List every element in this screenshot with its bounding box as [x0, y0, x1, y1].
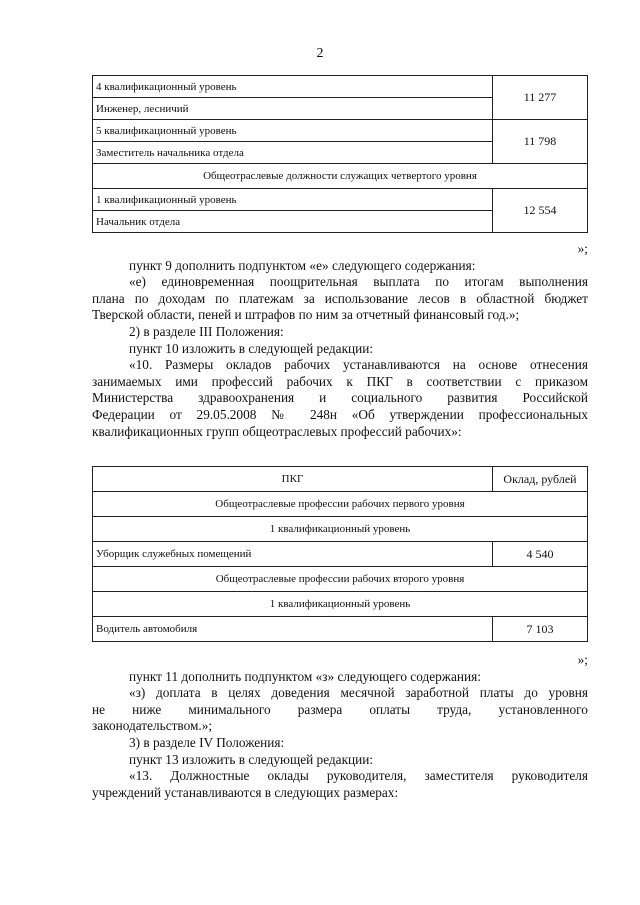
paragraph-line: «з) доплата в целях доведения месячной заработной платы до уровня: [129, 685, 588, 701]
salary-table-workers: [92, 466, 588, 642]
paragraph-line: «е) единовременная поощрительная выплата по итогам выполнения: [129, 274, 588, 290]
word: установленного: [498, 701, 588, 717]
paragraph-line: пункт 13 изложить в следующей редакции:: [129, 751, 374, 767]
table-cell-salary: 11 798: [493, 120, 588, 164]
table-level-row: 1 квалификационный уровень: [93, 592, 588, 617]
paragraph-line: 3) в разделе IV Положения:: [129, 734, 285, 750]
salary-table-employees: [92, 75, 588, 233]
table-cell-level: 5 квалификационный уровень: [93, 120, 493, 142]
word: ниже: [132, 701, 162, 717]
table-group-header: Общеотраслевые профессии рабочих второго уровня: [93, 567, 588, 592]
block1: [92, 241, 588, 440]
paragraph-line: Министерства здравоохранения и социального развития Российской: [92, 390, 588, 406]
paragraph-line: плана по доходам по платежам за использование лесов в областной бюджет: [92, 290, 588, 306]
table-cell-position: Заместитель начальника отдела: [93, 142, 493, 164]
paragraph-line: Тверской области, пеней и штрафов по ним за отчетный финансовый год.»;: [92, 307, 520, 323]
table-cell-position: Уборщик служебных помещений: [93, 542, 493, 567]
paragraph-line: законодательством.»;: [92, 718, 213, 734]
paragraph-line: «13. Должностные оклады руководителя, заместителя руководителя: [129, 768, 588, 784]
table-cell-position: Инженер, лесничий: [93, 98, 493, 120]
word: минимального: [188, 701, 271, 717]
closing-quote: »;: [577, 241, 588, 256]
column-header-pkg: ПКГ: [93, 467, 493, 492]
paragraph-line: учреждений устанавливаются в следующих размерах:: [92, 784, 399, 800]
table-cell-salary: 11 277: [493, 76, 588, 120]
word: труда,: [437, 701, 472, 717]
table-group-header: Общеотраслевые должности служащих четвертого уровня: [93, 164, 588, 189]
page-number: 2: [316, 46, 324, 61]
word: не: [92, 701, 106, 717]
table-level-row: 1 квалификационный уровень: [93, 517, 588, 542]
table-cell-level: 4 квалификационный уровень: [93, 76, 493, 98]
paragraph-line: Федерации от 29.05.2008 № 248н «Об утверждении профессиональных: [92, 406, 588, 422]
paragraph-line: [92, 702, 588, 719]
word: размера: [297, 701, 343, 717]
paragraph-line: пункт 11 дополнить подпунктом «з» следующего содержания:: [129, 668, 481, 684]
paragraph-line: «10. Размеры окладов рабочих устанавливаются на основе отнесения: [129, 357, 588, 373]
table-cell-salary: 12 554: [493, 189, 588, 233]
closing-quote: »;: [577, 652, 588, 667]
table-group-header: Общеотраслевые профессии рабочих первого уровня: [93, 492, 588, 517]
paragraph-line: 2) в разделе III Положения:: [129, 323, 284, 339]
paragraph-line: занимаемых ими профессий рабочих к ПКГ в соответствии с приказом: [92, 373, 588, 389]
paragraph-line: пункт 10 изложить в следующей редакции:: [129, 340, 374, 356]
table-cell-level: 1 квалификационный уровень: [93, 189, 493, 211]
table-cell-salary: 7 103: [493, 617, 588, 642]
table-cell-salary: 4 540: [493, 542, 588, 567]
block2: [92, 652, 588, 801]
table-cell-position: Водитель автомобиля: [93, 617, 493, 642]
paragraph-line: пункт 9 дополнить подпунктом «е» следующего содержания:: [129, 257, 476, 273]
table-cell-position: Начальник отдела: [93, 211, 493, 233]
word: оплаты: [369, 701, 411, 717]
column-header-salary: Оклад, рублей: [493, 467, 588, 492]
paragraph-line: квалификационных групп общеотраслевых профессий рабочих»:: [92, 423, 462, 439]
